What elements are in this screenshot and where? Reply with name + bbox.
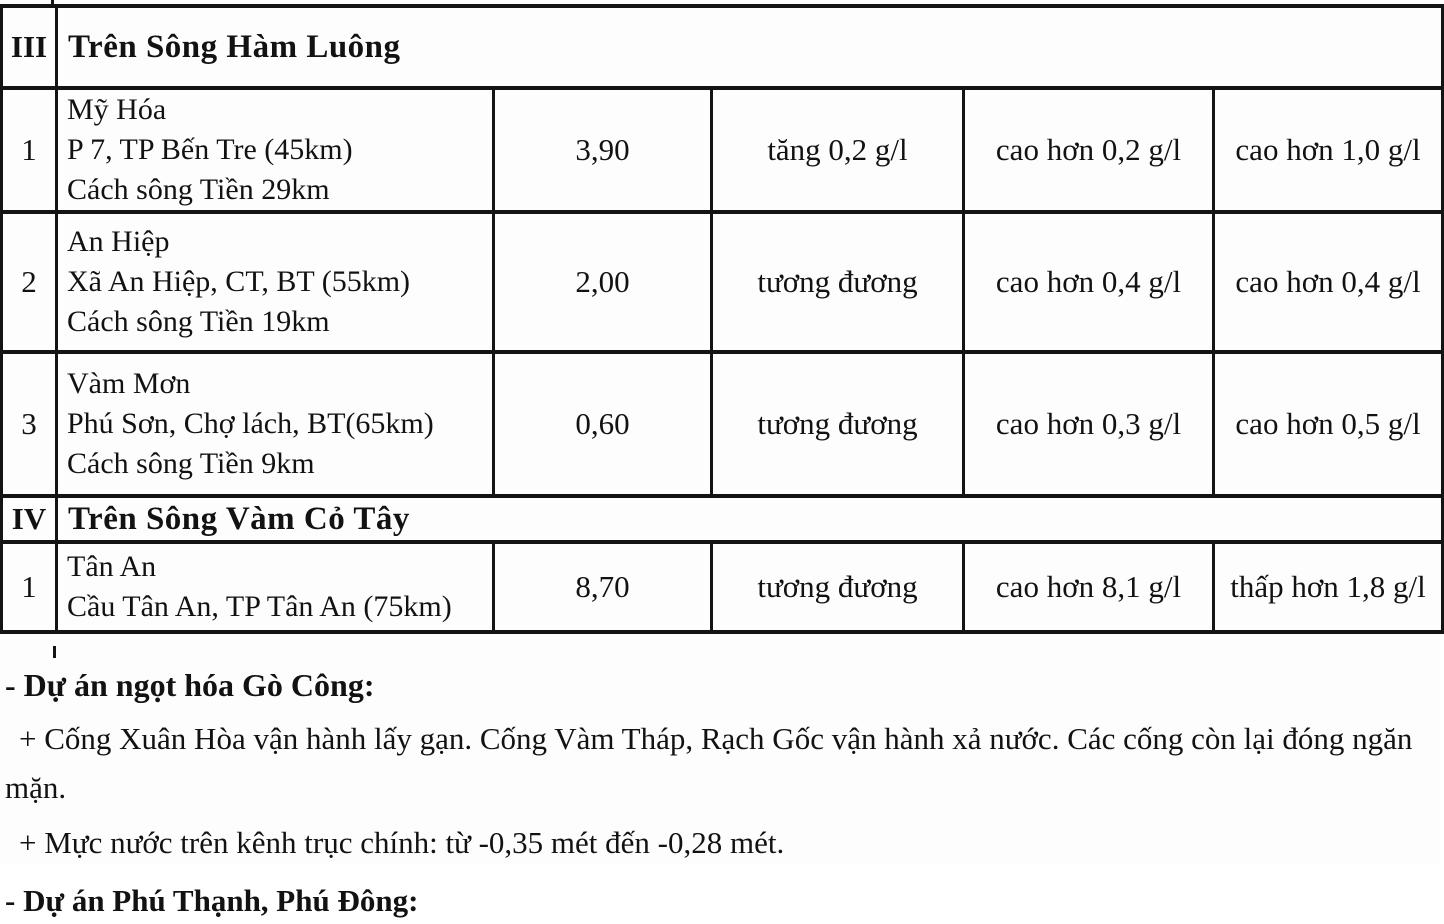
- station-cell: [57, 542, 494, 632]
- table-row: [2, 352, 1443, 496]
- station-distance: Cách sông Tiền 9km: [67, 447, 315, 480]
- row-number-cell: 3: [2, 352, 57, 496]
- station-cell: [57, 212, 494, 352]
- station-address: P 7, TP Bến Tre (45km): [67, 133, 353, 166]
- salinity-value-cell: 2,00: [494, 212, 712, 352]
- salinity-value-cell: 0,60: [494, 352, 712, 496]
- row-number-cell: 2: [2, 212, 57, 352]
- notes-section: [0, 652, 1440, 924]
- salinity-value-cell: 3,90: [494, 88, 712, 212]
- salinity-table: [0, 4, 1444, 634]
- section-header-row: [2, 6, 1443, 88]
- trend-cell: tương đương: [712, 542, 964, 632]
- compare2-cell: cao hơn 0,4 g/l: [1214, 212, 1443, 352]
- station-cell: [57, 352, 494, 496]
- row-number-cell: 1: [2, 88, 57, 212]
- station-address: Phú Sơn, Chợ lách, BT(65km): [67, 407, 434, 440]
- section-title: Trên Sông Vàm Cỏ Tây: [57, 496, 1443, 542]
- section-number: III: [2, 6, 57, 88]
- salinity-value-cell: 8,70: [494, 542, 712, 632]
- trend-cell: tăng 0,2 g/l: [712, 88, 964, 212]
- trend-cell: tương đương: [712, 352, 964, 496]
- notes-heading: - Dự án ngọt hóa Gò Công:: [5, 667, 375, 703]
- compare1-cell: cao hơn 0,2 g/l: [964, 88, 1214, 212]
- compare2-cell: cao hơn 1,0 g/l: [1214, 88, 1443, 212]
- note-item: + Mực nước trên kênh trục chính: từ -0,35 mét đến -0,28 mét.: [19, 825, 785, 860]
- compare2-cell: cao hơn 0,5 g/l: [1214, 352, 1443, 496]
- table-row: [2, 542, 1443, 632]
- station-cell: [57, 88, 494, 212]
- station-distance: Cách sông Tiền 29km: [67, 173, 330, 206]
- station-name: An Hiệp: [67, 225, 170, 258]
- station-name: Tân An: [67, 550, 157, 583]
- row-number-cell: 1: [2, 542, 57, 632]
- table-row: [2, 88, 1443, 212]
- station-address: Cầu Tân An, TP Tân An (75km): [67, 590, 452, 623]
- station-distance: Cách sông Tiền 19km: [67, 305, 330, 338]
- section-title: Trên Sông Hàm Luông: [57, 6, 1443, 88]
- note-item: + Cống Xuân Hòa vận hành lấy gạn. Cống Vàm Tháp, Rạch Gốc vận hành xả nước. Các cống còn lại đóng ngăn mặn.: [5, 721, 1413, 805]
- station-name: Mỹ Hóa: [67, 93, 167, 126]
- clipped-note-heading: - Dự án Phú Thạnh, Phú Đông:: [5, 883, 419, 918]
- station-name: Vàm Mơn: [67, 367, 191, 400]
- table-row: [2, 212, 1443, 352]
- trend-cell: tương đương: [712, 212, 964, 352]
- section-header-row: [2, 496, 1443, 542]
- section-number: IV: [2, 496, 57, 542]
- station-address: Xã An Hiệp, CT, BT (55km): [67, 265, 411, 298]
- compare1-cell: cao hơn 8,1 g/l: [964, 542, 1214, 632]
- compare2-cell: thấp hơn 1,8 g/l: [1214, 542, 1443, 632]
- compare1-cell: cao hơn 0,4 g/l: [964, 212, 1214, 352]
- compare1-cell: cao hơn 0,3 g/l: [964, 352, 1214, 496]
